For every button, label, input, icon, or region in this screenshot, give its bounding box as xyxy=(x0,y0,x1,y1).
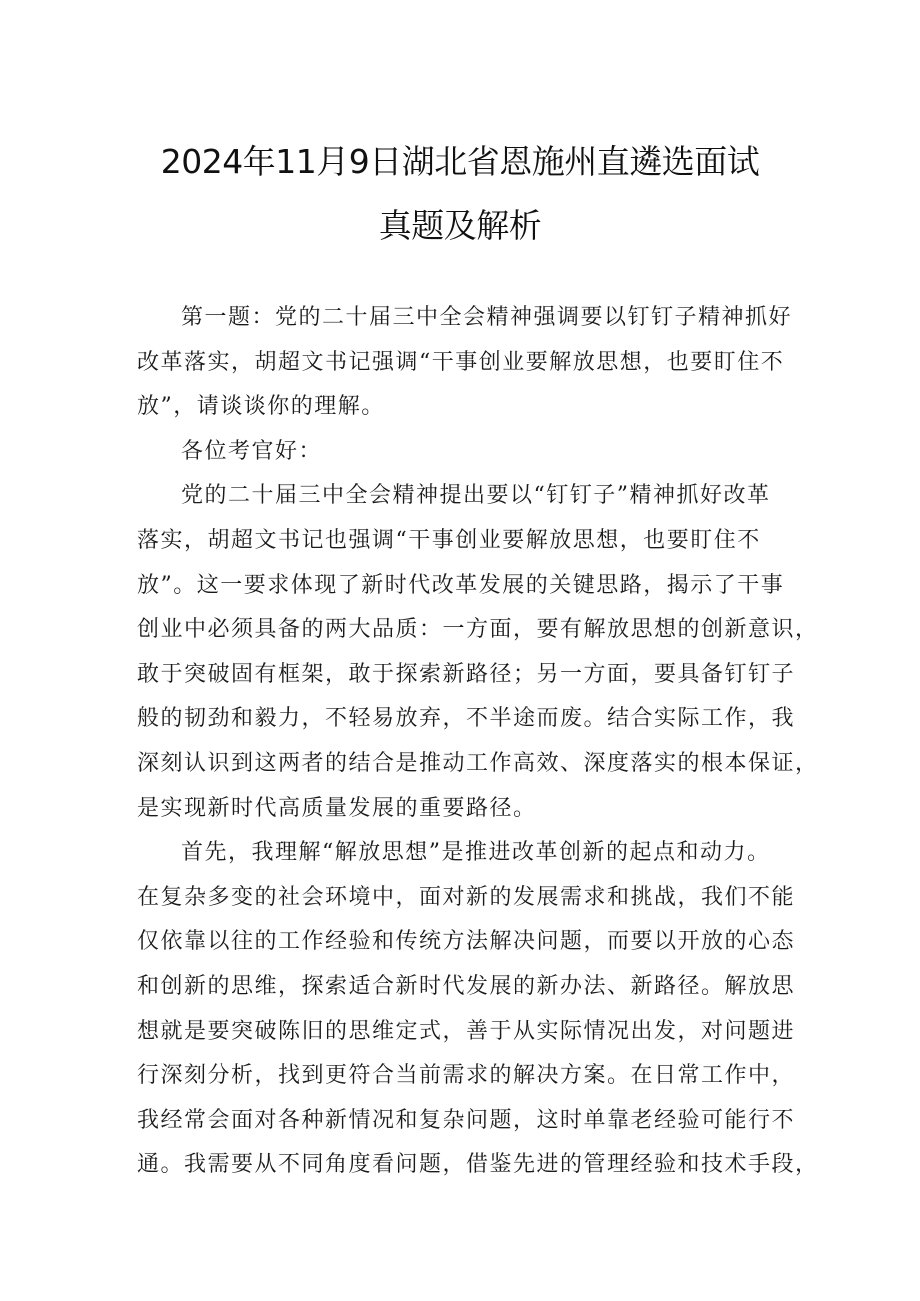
body-text-line: 放”，请谈谈你的理解。 xyxy=(137,394,385,420)
body-text-line: 各位考官好： xyxy=(181,438,323,464)
document-body xyxy=(137,296,819,1188)
body-text-line: 党的二十届三中全会精神提出要以“钉钉子”精神抓好改革 xyxy=(181,483,771,509)
body-text-line: 首先，我理解“解放思想”是推进改革创新的起点和动力。 xyxy=(181,840,771,866)
body-text-line: 改革落实，胡超文书记强调“干事创业要解放思想，也要盯住不 xyxy=(137,349,785,375)
body-text-line: 通。我需要从不同角度看问题，借鉴先进的管理经验和技术手段， xyxy=(137,1152,819,1178)
body-text-line: 想就是要突破陈旧的思维定式，善于从实际情况出发，对问题进 xyxy=(137,1018,796,1044)
body-text-line: 行深刻分析，找到更符合当前需求的解决方案。在日常工作中， xyxy=(137,1063,796,1089)
body-text-line: 在复杂多变的社会环境中，面对新的发展需求和挑战，我们不能 xyxy=(137,884,796,910)
body-text-line: 落实，胡超文书记也强调“干事创业要解放思想，也要盯住不 xyxy=(137,527,761,553)
document-title-line-2: 真题及解析 xyxy=(378,206,542,245)
body-text-line: 深刻认识到这两者的结合是推动工作高效、深度落实的根本保证， xyxy=(137,750,819,776)
document-title-line-1: 2024年11月9日湖北省恩施州直遴选面试 xyxy=(160,142,760,181)
body-text-line: 第一题：党的二十届三中全会精神强调要以钉钉子精神抓好 xyxy=(181,305,793,330)
body-text-line: 仅依靠以往的工作经验和传统方法解决问题，而要以开放的心态 xyxy=(137,929,796,955)
body-text-line: 敢于突破固有框架，敢于探索新路径；另一方面，要具备钉钉子 xyxy=(137,661,796,687)
body-text-line: 创业中必须具备的两大品质：一方面，要有解放思想的创新意识， xyxy=(137,617,819,643)
body-text-line: 是实现新时代高质量发展的重要路径。 xyxy=(137,795,537,821)
body-text-line: 般的韧劲和毅力，不轻易放弃，不半途而废。结合实际工作，我 xyxy=(137,706,796,732)
body-text-line: 我经常会面对各种新情况和复杂问题，这时单靠老经验可能行不 xyxy=(137,1107,796,1133)
body-text-line: 放”。这一要求体现了新时代改革发展的关键思路，揭示了干事 xyxy=(137,572,785,598)
body-text-line: 和创新的思维，探索适合新时代发展的新办法、新路径。解放思 xyxy=(137,973,796,999)
